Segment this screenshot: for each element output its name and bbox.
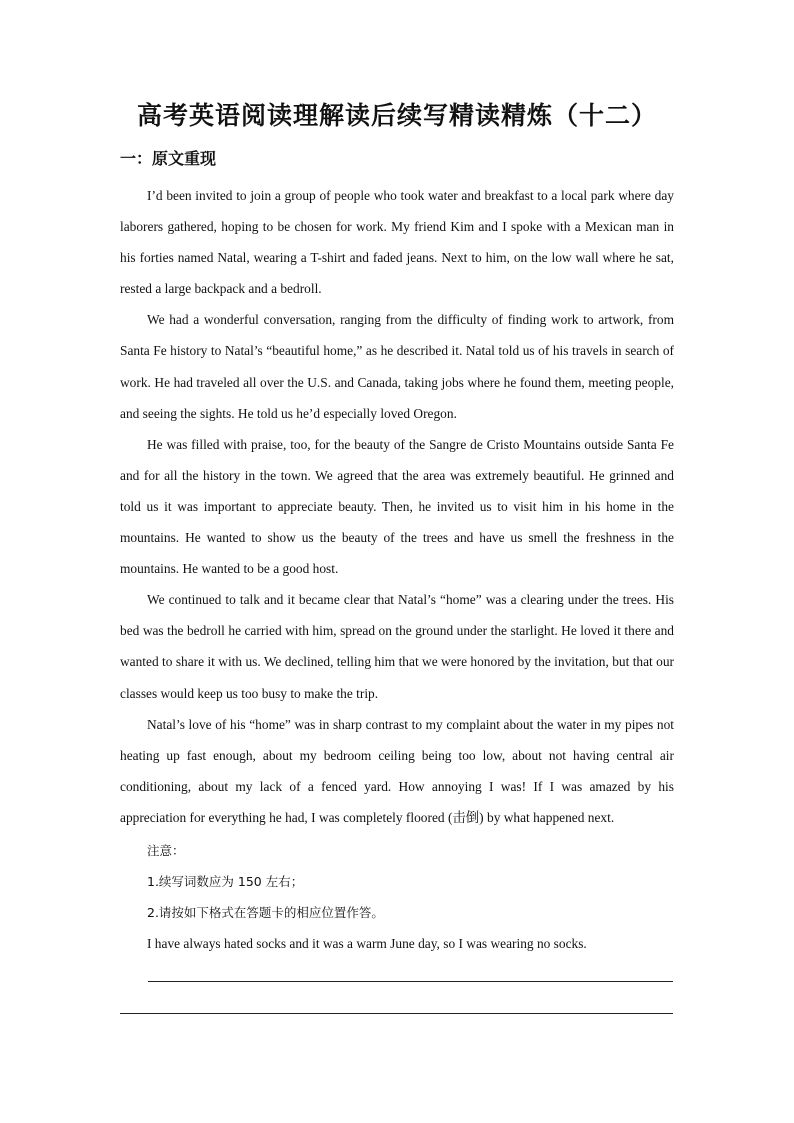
notes-block <box>147 835 674 959</box>
paragraph-2: We had a wonderful conversation, ranging from the difficulty of finding work to artwork, from Santa Fe history to Natal’s “beautiful home,” as he described it. Natal told us of his travels in search of work. He had traveled all over the U.S. and Canada, taking jobs where he found them, meeting people, and seeing the sights. He told us he’d especially loved Oregon. <box>120 312 674 421</box>
section-heading: 一：原文重现 <box>120 149 217 168</box>
notes-label: 注意： <box>147 843 185 858</box>
note-item-format: 2.请按如下格式在答题卡的相应位置作答。 <box>147 905 384 921</box>
paragraph-1: I’d been invited to join a group of people who took water and breakfast to a local park where day laborers gathered, hoping to be chosen for work. My friend Kim and I spoke with a Mexican man in his forties named Natal, wearing a T-shirt and faded jeans. Next to him, on the low wall where he sat, rested a large backpack and a bedroll. <box>120 188 674 297</box>
paragraph-5: Natal’s love of his “home” was in sharp contrast to my complaint about the water in my pipes not heating up fast enough, about my bedroom ceiling being too low, about not having central air conditioning, about my lack of a fenced yard. How annoying I was! If I was amazed by his appreciation for everything he had, I was completely floored (击倒) by what happened next. <box>120 716 674 825</box>
document-title: 高考英语阅读理解读后续写精读精炼（十二） <box>136 101 657 130</box>
answer-line-2 <box>120 1013 673 1014</box>
continuation-prompt: I have always hated socks and it was a warm June day, so I was wearing no socks. <box>147 936 587 952</box>
paragraph-3: He was filled with praise, too, for the beauty of the Sangre de Cristo Mountains outside Santa Fe and for all the history in the town. We agreed that the area was extremely beautiful. He grinned and told us it was important to appreciate beauty. Then, he invited us to visit him in his home in the mountains. He wanted to show us the beauty of the trees and have us smell the freshness in the mountains. He wanted to be a good host. <box>120 436 674 577</box>
original-text <box>120 180 674 833</box>
paragraph-4: We continued to talk and it became clear that Natal’s “home” was a clearing under the trees. His bed was the bedroll he carried with him, spread on the ground under the starlight. He loved it there and wanted to share it with us. We declined, telling him that we were honored by the invitation, but that our classes would keep us too busy to make the trip. <box>120 592 674 701</box>
answer-line-1 <box>148 981 673 982</box>
note-item-word-count: 1.续写词数应为 150 左右； <box>147 874 304 890</box>
